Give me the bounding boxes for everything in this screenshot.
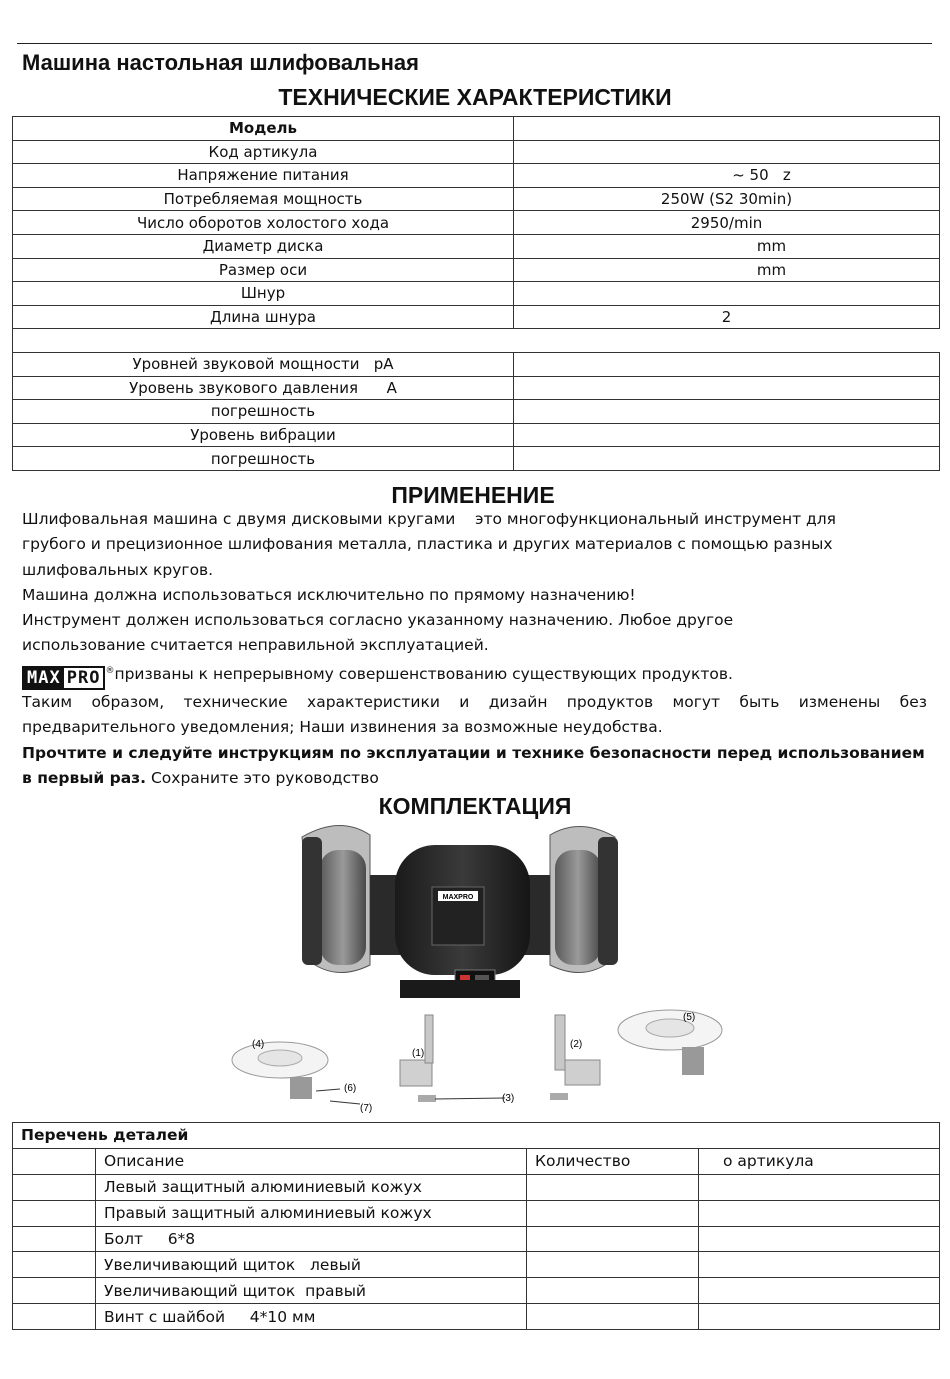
table-cell [699, 1304, 940, 1330]
callout-4: (4) [252, 1039, 265, 1050]
table-cell [527, 1226, 699, 1252]
callout-1: (1) [412, 1048, 425, 1059]
table-title-row [13, 1123, 940, 1149]
callout-7: (7) [360, 1103, 373, 1114]
paragraph-line: Инструмент должен использоваться согласно указанному назначению. Любое другое [22, 611, 734, 630]
table-row [13, 187, 940, 211]
spec-label [13, 329, 514, 353]
table-row [13, 1278, 940, 1304]
bold-text: в первый раз. [22, 768, 147, 787]
paragraph-line: шлифовальных кругов. [22, 560, 214, 579]
spec-label: погрешность [13, 447, 514, 471]
spec-label: Потребляемая мощность [13, 187, 514, 211]
spec-label: Шнур [13, 282, 514, 306]
table-cell: Левый защитный алюминиевый кожух [96, 1174, 527, 1200]
table-cell [13, 1174, 96, 1200]
paragraph-line: Шлифовальная машина с двумя дисковыми кругами это многофункциональный инструмент для [22, 510, 836, 528]
table-row [13, 164, 940, 188]
spec-value: mm [514, 258, 940, 282]
specs-heading: ТЕХНИЧЕСКИЕ ХАРАКТЕРИСТИКИ [278, 84, 672, 110]
spec-value [514, 376, 940, 400]
table-row [13, 1174, 940, 1200]
paragraph-line: Таким образом, технические характеристики и дизайн продуктов могут быть изменены без [22, 692, 927, 711]
right-eye-shield [618, 1010, 722, 1075]
spec-label: Размер оси [13, 258, 514, 282]
table-cell: Винт с шайбой 4*10 мм [96, 1304, 527, 1330]
paragraph-text: призваны к непрерывному совершенствованию существующих продуктов. [114, 664, 733, 683]
spec-label: Код артикула [13, 140, 514, 164]
spec-value: 2950/min [514, 211, 940, 235]
document-title: Машина настольная шлифовальная [22, 50, 419, 75]
application-text [22, 507, 927, 791]
table-row [13, 423, 940, 447]
bolts-3 [418, 1093, 568, 1102]
spec-value [514, 423, 940, 447]
table-row [13, 1304, 940, 1330]
table-row [13, 258, 940, 282]
table-cell [699, 1200, 940, 1226]
column-header: о артикула [699, 1148, 940, 1174]
spec-value: mm [514, 234, 940, 258]
table-cell [527, 1278, 699, 1304]
spec-value [514, 140, 940, 164]
top-rule [17, 43, 932, 44]
specs-table [12, 116, 940, 471]
spec-value: ~ 50 z [514, 164, 940, 188]
spec-label: Уровней звуковой мощности pA [13, 352, 514, 376]
paragraph-line-bold: Прочтите и следуйте инструкциям по эксплуатации и технике безопасности перед использованием [22, 743, 925, 762]
spec-label: Уровень вибрации [13, 423, 514, 447]
spec-value [514, 117, 940, 141]
spec-value [514, 282, 940, 306]
spec-label: Число оборотов холостого хода [13, 211, 514, 235]
spec-value [514, 329, 940, 353]
logo-max: MAX [24, 668, 64, 688]
column-header: Описание [96, 1148, 527, 1174]
parts-table [12, 1122, 940, 1330]
table-row [13, 305, 940, 329]
spec-label: Уровень звукового давления A [13, 376, 514, 400]
registered-mark: ® [105, 665, 115, 676]
spec-label: Диаметр диска [13, 234, 514, 258]
table-cell [13, 1252, 96, 1278]
table-cell: Правый защитный алюминиевый кожух [96, 1200, 527, 1226]
table-cell [527, 1304, 699, 1330]
spec-value: 250W (S2 30min) [514, 187, 940, 211]
bench-grinder-illustration [220, 815, 740, 1120]
leader-line [316, 1089, 340, 1091]
table-cell: Увеличивающий щиток правый [96, 1278, 527, 1304]
table-cell [699, 1174, 940, 1200]
table-cell: Болт 6*8 [96, 1226, 527, 1252]
left-eye-shield [232, 1042, 328, 1099]
bracket-2 [555, 1015, 600, 1085]
table-row [13, 352, 940, 376]
table-cell [699, 1252, 940, 1278]
table-row [13, 211, 940, 235]
maxpro-logo [22, 666, 105, 690]
column-header [13, 1148, 96, 1174]
paragraph-line: предварительного уведомления; Наши извинения за возможные неудобства. [22, 718, 663, 737]
callout-6: (6) [344, 1083, 357, 1094]
table-row [13, 1252, 940, 1278]
table-row [13, 234, 940, 258]
leader-line [330, 1101, 360, 1104]
parts-table-title: Перечень деталей [13, 1123, 940, 1149]
table-cell [699, 1226, 940, 1252]
paragraph-text: Сохраните это руководство [146, 768, 379, 787]
paragraph-line: Машина должна использоваться исключительно по прямому назначению! [22, 585, 636, 604]
spec-label: погрешность [13, 400, 514, 424]
spec-value [514, 447, 940, 471]
spec-value: 2 [514, 305, 940, 329]
paragraph-line-with-logo [22, 659, 927, 690]
spec-label: Напряжение питания [13, 164, 514, 188]
table-header-row [13, 1148, 940, 1174]
logo-pro: PRO [66, 667, 101, 688]
paragraph-line: грубого и прецизионное шлифования металла, пластика и других материалов с помощью разных [22, 535, 833, 554]
table-cell: Увеличивающий щиток левый [96, 1252, 527, 1278]
spec-value [514, 352, 940, 376]
device-badge: MAXPRO [442, 894, 474, 901]
table-row [13, 376, 940, 400]
table-row [13, 447, 940, 471]
table-cell [699, 1278, 940, 1304]
spec-label: Модель [13, 117, 514, 141]
paragraph-line [22, 766, 927, 791]
table-cell [527, 1252, 699, 1278]
table-cell [13, 1304, 96, 1330]
callout-3: (3) [502, 1093, 515, 1104]
table-cell [13, 1200, 96, 1226]
application-heading: ПРИМЕНЕНИЕ [391, 482, 555, 508]
table-row [13, 400, 940, 424]
callout-2: (2) [570, 1039, 583, 1050]
left-wheel [302, 825, 370, 972]
table-cell [13, 1226, 96, 1252]
spec-label: Длина шнура [13, 305, 514, 329]
right-wheel [550, 826, 618, 972]
table-cell [13, 1278, 96, 1304]
kit-heading: КОМПЛЕКТАЦИЯ [378, 793, 572, 819]
table-row [13, 140, 940, 164]
table-row [13, 117, 940, 141]
paragraph-line: использование считается неправильной эксплуатацией. [22, 636, 489, 655]
table-cell [527, 1200, 699, 1226]
table-row [13, 1226, 940, 1252]
table-row [13, 1200, 940, 1226]
spec-value [514, 400, 940, 424]
table-cell [527, 1174, 699, 1200]
table-row [13, 282, 940, 306]
column-header: Количество [527, 1148, 699, 1174]
motor-housing [370, 845, 550, 998]
callout-5: (5) [683, 1012, 696, 1023]
table-row [13, 329, 940, 353]
